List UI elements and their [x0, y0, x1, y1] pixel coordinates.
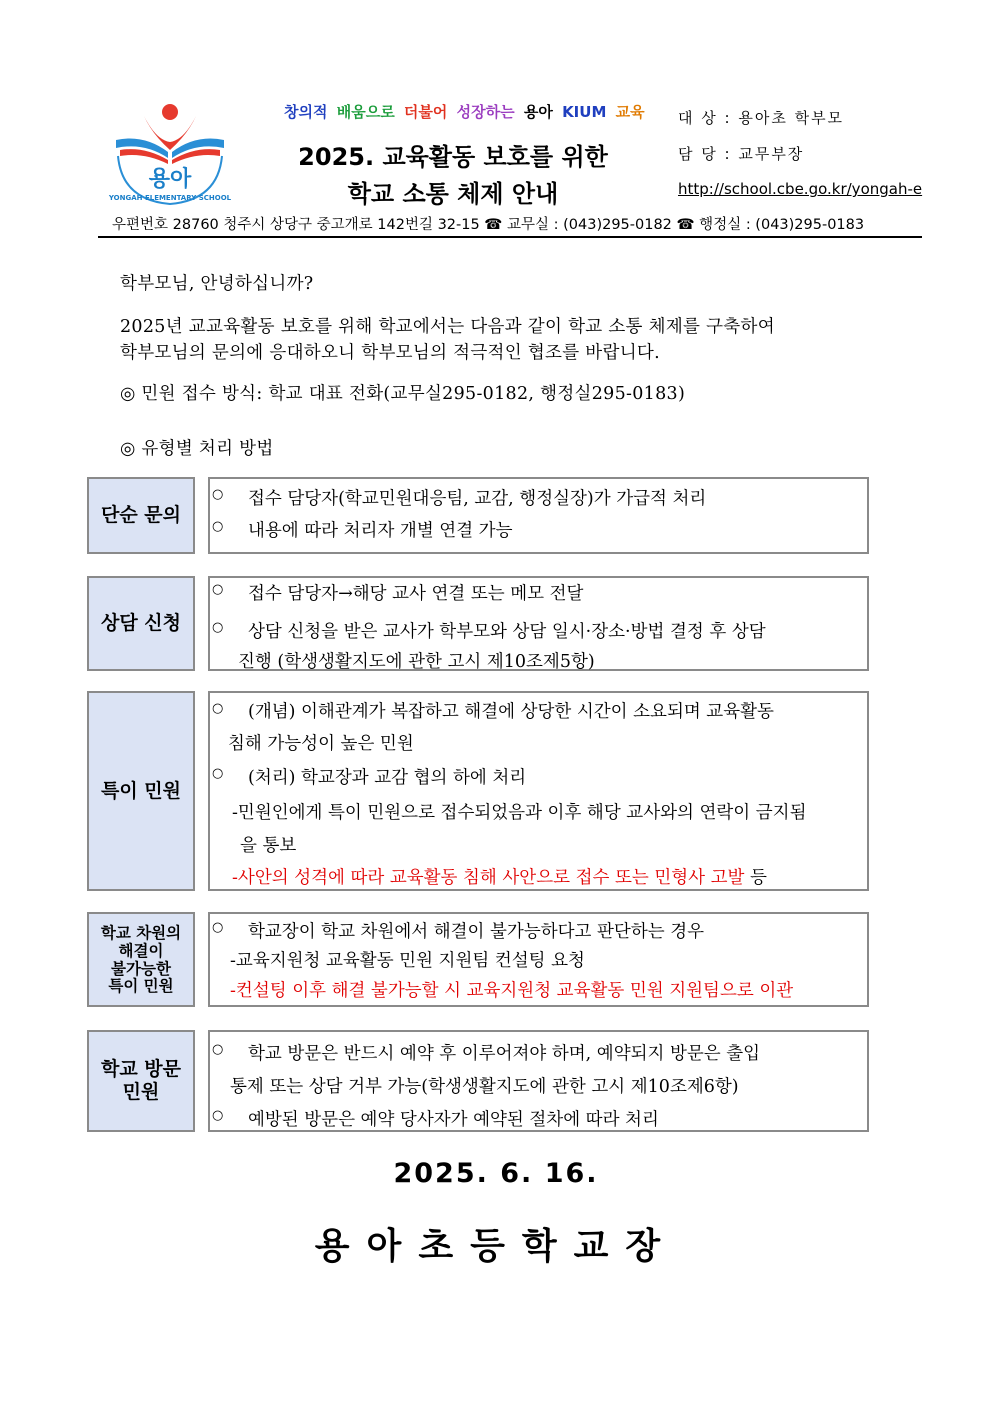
greeting: 학부모님, 안녕하십니까? [120, 274, 314, 294]
school-slogan [284, 101, 649, 122]
school-logo [108, 100, 232, 210]
slogan-word-4: 성장하는 [456, 103, 515, 121]
content-simple-inquiry [208, 477, 869, 554]
person-in-charge: 담 당 : 교무부장 [678, 145, 805, 163]
bullet-icon: ○ [212, 620, 224, 635]
simple-line-2: 내용에 따라 처리자 개별 연결 가능 [248, 521, 513, 541]
slogan-word-2: 배움으로 [336, 103, 395, 121]
label-counsel-request: 상담 신청 [87, 576, 195, 671]
visit-line-2: 통제 또는 상담 거부 가능(학생생활지도에 관한 고시 제10조제6항) [230, 1077, 739, 1097]
slogan-word-3: 더불어 [403, 103, 448, 121]
unresolvable-label-line3: 불가능한 [111, 958, 171, 978]
visit-line-1: 학교 방문은 반드시 예약 후 이루어져야 하며, 예약되지 방문은 출입 [248, 1044, 761, 1064]
unresolvable-label-line4: 특이 민원 [108, 976, 174, 996]
special-line-2: 침해 가능성이 높은 민원 [228, 734, 414, 754]
school-logo-icon [108, 100, 232, 210]
types-heading: ◎ 유형별 처리 방법 [120, 439, 274, 459]
slogan-word-5: 용아 [523, 103, 553, 121]
content-counsel-request [208, 576, 869, 671]
label-school-visit [87, 1030, 195, 1132]
bullet-icon: ○ [212, 487, 224, 502]
slogan-word-1: 창의적 [284, 103, 328, 121]
counsel-line-1: 접수 담당자→해당 교사 연결 또는 메모 전달 [248, 584, 584, 604]
bullet-icon: ○ [212, 701, 224, 716]
label-special-complaint: 특이 민원 [87, 691, 195, 891]
special-line-6-tail: 등 [744, 868, 767, 888]
counsel-line-3: 진행 (학생생활지도에 관한 고시 제10조제5항) [238, 652, 595, 672]
signer-principal: 용아초등학교장 [314, 1226, 678, 1267]
unresolvable-line-3: -컨설팅 이후 해결 불가능할 시 교육지원청 교육활동 민원 지원팀으로 이관 [230, 981, 794, 1001]
unresolvable-line-2: -교육지원청 교육활동 민원 지원팀 컨설팅 요청 [230, 951, 585, 971]
logo-ring-text: YONGAH ELEMENTARY SCHOOL [108, 194, 232, 202]
label-simple-inquiry: 단순 문의 [87, 477, 195, 554]
simple-line-1: 접수 담당자(학교민원대응팀, 교감, 행정실장)가 가급적 처리 [248, 489, 707, 509]
reception-method: ◎ 민원 접수 방식: 학교 대표 전화(교무실295-0182, 행정실295-0183) [120, 384, 686, 404]
slogan-word-6: KIUM [562, 103, 607, 121]
unresolvable-line-1: 학교장이 학교 차원에서 해결이 불가능하다고 판단하는 경우 [248, 922, 704, 942]
content-special-complaint [208, 691, 869, 891]
document-date: 2025. 6. 16. [393, 1158, 599, 1189]
visit-label-line1: 학교 방문 [100, 1058, 182, 1081]
visit-label-line2: 민원 [122, 1081, 160, 1103]
counsel-line-2: 상담 신청을 받은 교사가 학부모와 상담 일시·장소·방법 결정 후 상담 [248, 622, 766, 642]
visit-line-3: 예방된 방문은 예약 당사자가 예약된 절차에 따라 처리 [248, 1110, 659, 1130]
bullet-icon: ○ [212, 1108, 224, 1123]
school-address: 우편번호 28760 청주시 상당구 중고개로 142번길 32-15 ☎ 교무실 : (043)295-0182 ☎ 행정실 : (043)295-0183 [112, 217, 865, 233]
bullet-icon: ○ [212, 920, 224, 935]
unresolvable-label-line2: 해결이 [118, 940, 164, 960]
bullet-icon: ○ [212, 1042, 224, 1057]
unresolvable-label-line1: 학교 차원의 [100, 922, 182, 942]
special-line-1: (개념) 이해관계가 복잡하고 해결에 상당한 시간이 소요되며 교육활동 [248, 702, 774, 722]
bullet-icon: ○ [212, 582, 224, 597]
logo-school-name: 용아 [148, 167, 192, 192]
special-line-5: 을 통보 [240, 836, 297, 856]
special-line-3: (처리) 학교장과 교감 협의 하에 처리 [248, 768, 527, 788]
document-title-line1: 2025. 교육활동 보호를 위한 [298, 143, 608, 171]
special-line-6 [232, 864, 767, 889]
special-line-4: -민원인에게 특이 민원으로 접수되었음과 이후 해당 교사와의 연락이 금지됨 [232, 803, 807, 823]
special-line-6-red: -사안의 성격에 따라 교육활동 침해 사안으로 접수 또는 민형사 고발 [232, 868, 745, 888]
content-school-visit [208, 1030, 869, 1132]
target-audience: 대 상 : 용아초 학부모 [678, 109, 845, 127]
school-url-link[interactable]: http://school.cbe.go.kr/yongah-e [678, 180, 923, 198]
content-unresolvable-complaint [208, 912, 869, 1007]
slogan-word-7: 교육 [615, 103, 645, 121]
header-divider [98, 236, 922, 238]
document-title-line2: 학교 소통 체제 안내 [347, 180, 559, 208]
bullet-icon: ○ [212, 766, 224, 781]
bullet-icon: ○ [212, 519, 224, 534]
intro-para-line1: 2025년 교교육활동 보호를 위해 학교에서는 다음과 같이 학교 소통 체제를 구축하여 [120, 317, 775, 337]
intro-para-line2: 학부모님의 문의에 응대하오니 학부모님의 적극적인 협조를 바랍니다. [120, 343, 660, 363]
label-unresolvable-complaint [87, 912, 195, 1007]
